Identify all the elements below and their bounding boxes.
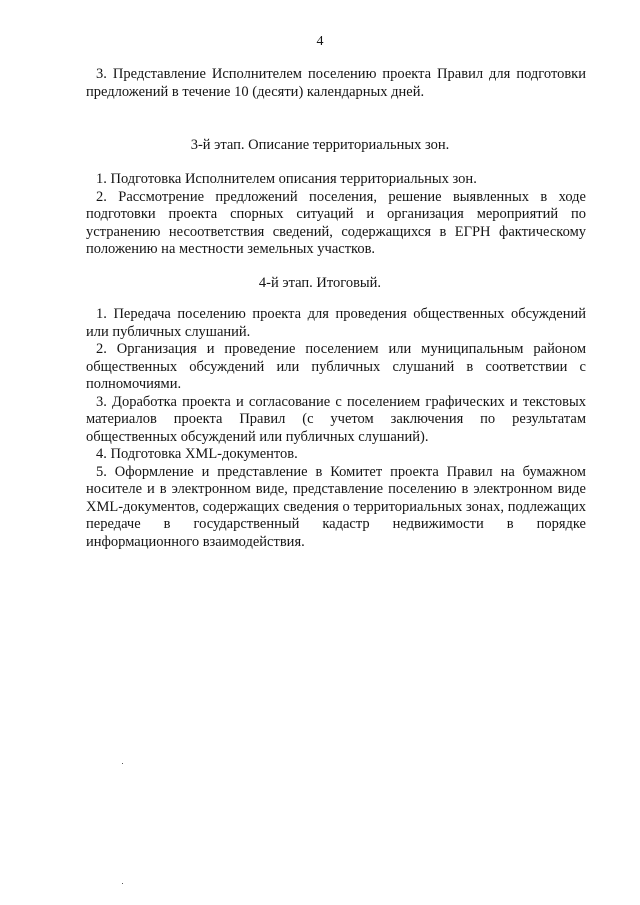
stage4-items [86, 306, 586, 551]
stage4-item-2: 2. Организация и проведение поселением или муниципальным районом общественных обсуждений или публичных слушаний в соответствии с полномочиями. [86, 341, 586, 392]
stage3-items [86, 171, 586, 259]
stage2-item-3: 3. Представление Исполнителем поселению проекта Правил для подготовки предложений в течение 10 (десяти) календарных дней. [86, 66, 586, 100]
stage3-item-2: 2. Рассмотрение предложений поселения, решение выявленных в ходе подготовки проекта спорных ситуаций и организация мероприятий по устранению несоответствия сведений, содержащихся в ЕГРН фактическому положению на местности земельных участков. [86, 188, 586, 257]
stage2-item3-block [86, 66, 586, 101]
stage3-item-1: 1. Подготовка Исполнителем описания территориальных зон. [96, 171, 477, 187]
stage4-item-4: 4. Подготовка XML-документов. [96, 446, 298, 462]
stage3-title: 3-й этап. Описание территориальных зон. [190, 137, 450, 153]
page-number: 4 [316, 34, 324, 49]
scan-speck [122, 763, 123, 764]
stage4-item-1: 1. Передача поселению проекта для проведения общественных обсуждений или публичных слушаний. [86, 306, 586, 340]
scan-speck [122, 883, 123, 884]
stage4-title: 4-й этап. Итоговый. [258, 275, 382, 291]
stage4-item-3: 3. Доработка проекта и согласование с поселением графических и текстовых материалов проекта Правил (с учетом заключения по результатам общественных обсуждений или публичных слушаний). [86, 393, 586, 445]
stage4-item-5: 5. Оформление и представление в Комитет проекта Правил на бумажном носителе и в электронном виде, представление поселению в электронном виде XML-документов, содержащих сведения о территориальных зонах, подлежащих передаче в государственный кадастр недвижимости в порядке информационного взаимодействия. [86, 463, 586, 550]
